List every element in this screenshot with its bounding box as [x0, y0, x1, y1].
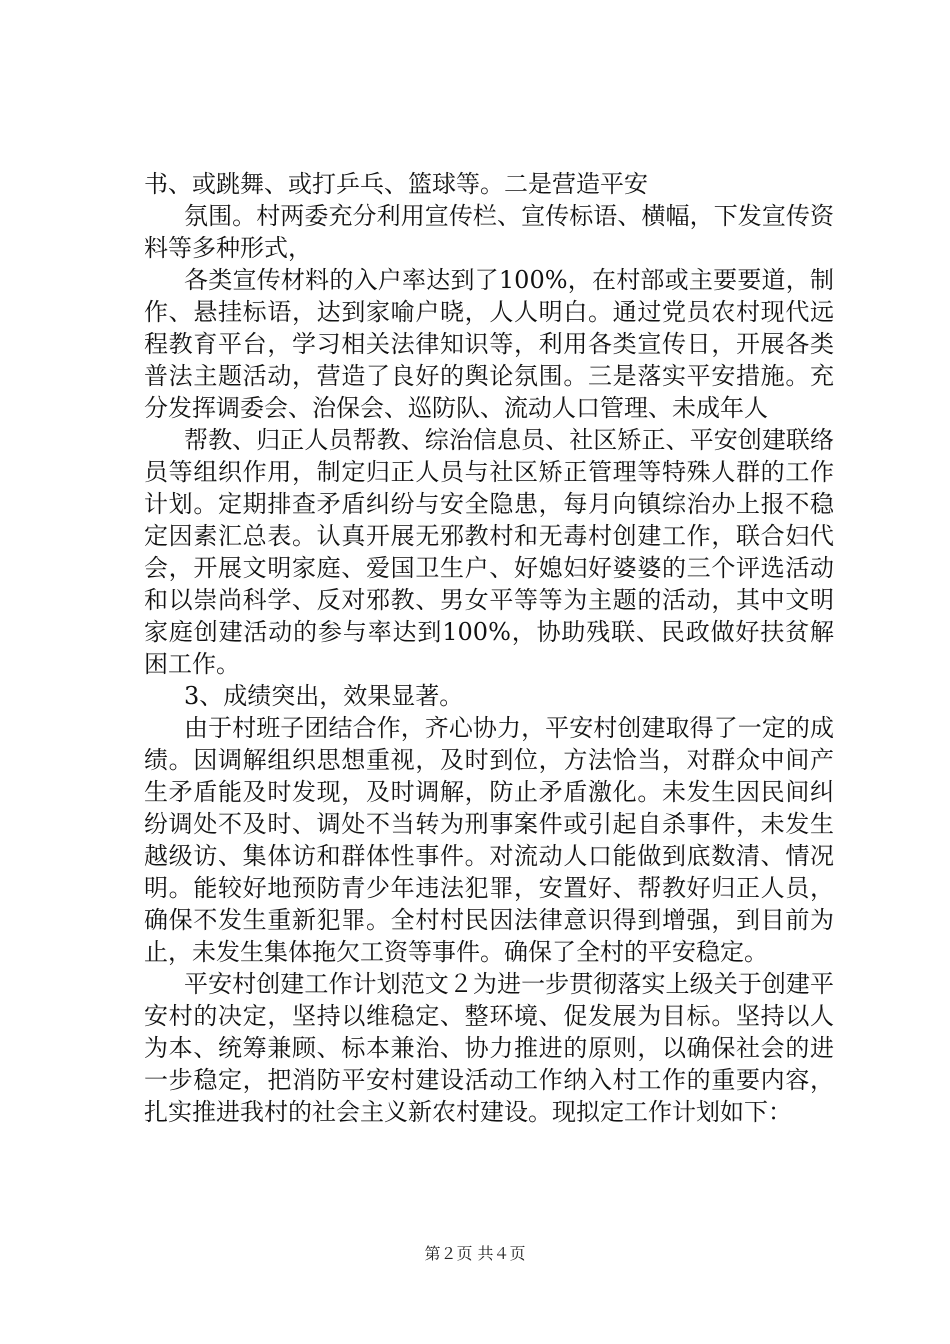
page-number: 第２页 共４页 — [424, 1244, 526, 1263]
paragraph-1: 书、或跳舞、或打乒乓、篮球等。二是营造平安 — [144, 170, 648, 198]
paragraph-6: 由于村班子团结合作，齐心协力，平安村创建取得了一定的成绩。因调解组织思想重视，及时到位，方法恰当，对群众中间产生矛盾能及时发现，及时调解，防止矛盾激化。未发生因民间纠纷调处不及时、调处不当转为刑事案件或引起自杀事件，未发生越级访、集体访和群体性事件。对流动人口能做到底数清、情况明。能较好地预防青少年违法犯罪，安置好、帮教好归正人员，确保不发生重新犯罪。全村村民因法律意识得到增强，到目前为止，未发生集体拖欠工资等事件。确保了全村的平安稳定。 — [144, 714, 834, 966]
paragraph-3: 各类宣传材料的入户率达到了100%，在村部或主要要道，制作、悬挂标语，达到家喻户晓，人人明白。通过党员农村现代远程教育平台，学习相关法律知识等，利用各类宣传日，开展各类普法主题活动，营造了良好的舆论氛围。三是落实平安措施。充分发挥调委会、治保会、巡防队、流动人口管理、未成年人 — [144, 266, 834, 422]
page-footer — [0, 1244, 950, 1264]
section-heading-3: 3、成绩突出，效果显著。 — [184, 682, 464, 710]
document-body — [144, 168, 834, 1128]
paragraph-4: 帮教、归正人员帮教、综治信息员、社区矫正、平安创建联络员等组织作用，制定归正人员与社区矫正管理等特殊人群的工作计划。定期排查矛盾纠纷与安全隐患，每月向镇综治办上报不稳定因素汇总表。认真开展无邪教村和无毒村创建工作，联合妇代会，开展文明家庭、爱国卫生户、好媳妇好婆婆的三个评选活动和以崇尚科学、反对邪教、男女平等等为主题的活动，其中文明家庭创建活动的参与率达到100%，协助残联、民政做好扶贫解困工作。 — [144, 426, 834, 678]
paragraph-7: 平安村创建工作计划范文２为进一步贯彻落实上级关于创建平安村的决定，坚持以维稳定、整环境、促发展为目标。坚持以人为本、统筹兼顾、标本兼治、协力推进的原则，以确保社会的进一步稳定，把消防平安村建设活动工作纳入村工作的重要内容，扎实推进我村的社会主义新农村建设。现拟定工作计划如下： — [144, 970, 834, 1126]
paragraph-2: 氛围。村两委充分利用宣传栏、宣传标语、横幅，下发宣传资料等多种形式， — [144, 202, 834, 262]
